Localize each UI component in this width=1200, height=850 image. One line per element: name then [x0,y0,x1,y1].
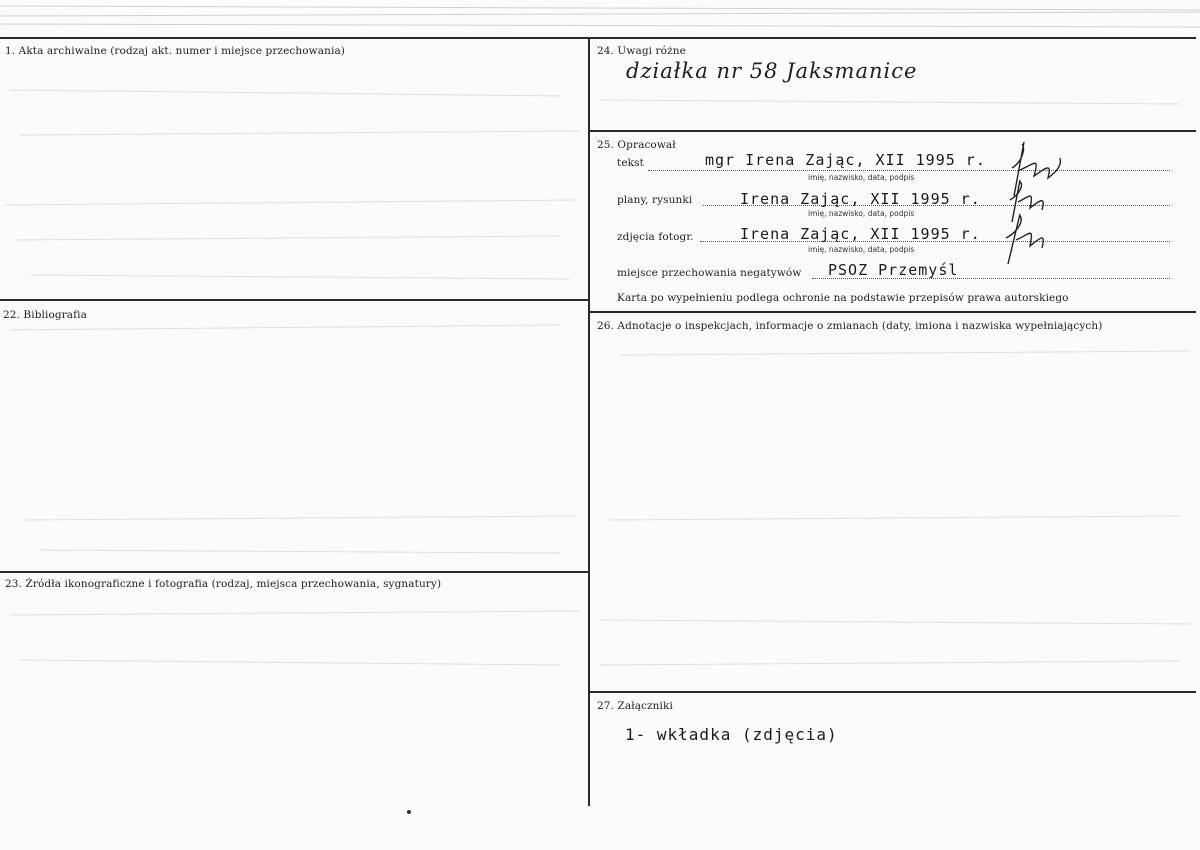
rule-left-1 [0,299,588,301]
section23-label: 23. Źródła ikonograficzne i fotografia (rodzaj, miejsca przechowania, sygnatury) [5,578,442,590]
section25-label: 25. Opracował [597,139,676,151]
photos-row-caption: imię, nazwisko, data, podpis [808,245,915,254]
section26-label: 26. Adnotacje o inspekcjach, informacje o zmianach (daty, imiona i nazwiska wypełniających) [597,320,1103,332]
negatives-label: miejsce przechowania negatywów [617,267,802,279]
plans-row-label: plany, rysunki [617,194,693,206]
text-row-value: mgr Irena Zając, XII 1995 r. [705,151,986,169]
section24-handwritten-note: działka nr 58 Jaksmanice [626,59,918,83]
section22-label: 22. Bibliografia [3,309,87,321]
section1-label: 1. Akta archiwalne (rodzaj akt. numer i miejsce przechowania) [5,45,346,57]
text-row-caption: imię, nazwisko, data, podpis [808,173,915,182]
text-row-label: tekst [617,157,644,169]
photos-row-value: Irena Zając, XII 1995 r. [740,225,981,243]
photos-row-label: zdjęcia fotogr. [617,231,694,243]
rule-left-2 [0,571,588,573]
rule-right-3 [590,691,1196,693]
plans-row-value: Irena Zając, XII 1995 r. [740,190,981,208]
copyright-note: Karta po wypełnieniu podlega ochronie na podstawie przepisów prawa autorskiego [617,292,1069,304]
rule-right-1 [590,130,1196,132]
rule-right-2 [590,311,1196,313]
negatives-value: PSOZ Przemyśl [828,261,959,279]
plans-row-caption: imię, nazwisko, data, podpis [808,209,915,218]
section27-content: 1- wkładka (zdjęcia) [625,725,838,744]
text-row-dotted-line [648,170,1170,171]
top-rule [0,37,1196,39]
section27-label: 27. Załączniki [597,700,673,712]
section24-label: 24. Uwagi różne [597,45,686,57]
signature-photos [988,210,1058,268]
ink-dot [407,810,411,814]
